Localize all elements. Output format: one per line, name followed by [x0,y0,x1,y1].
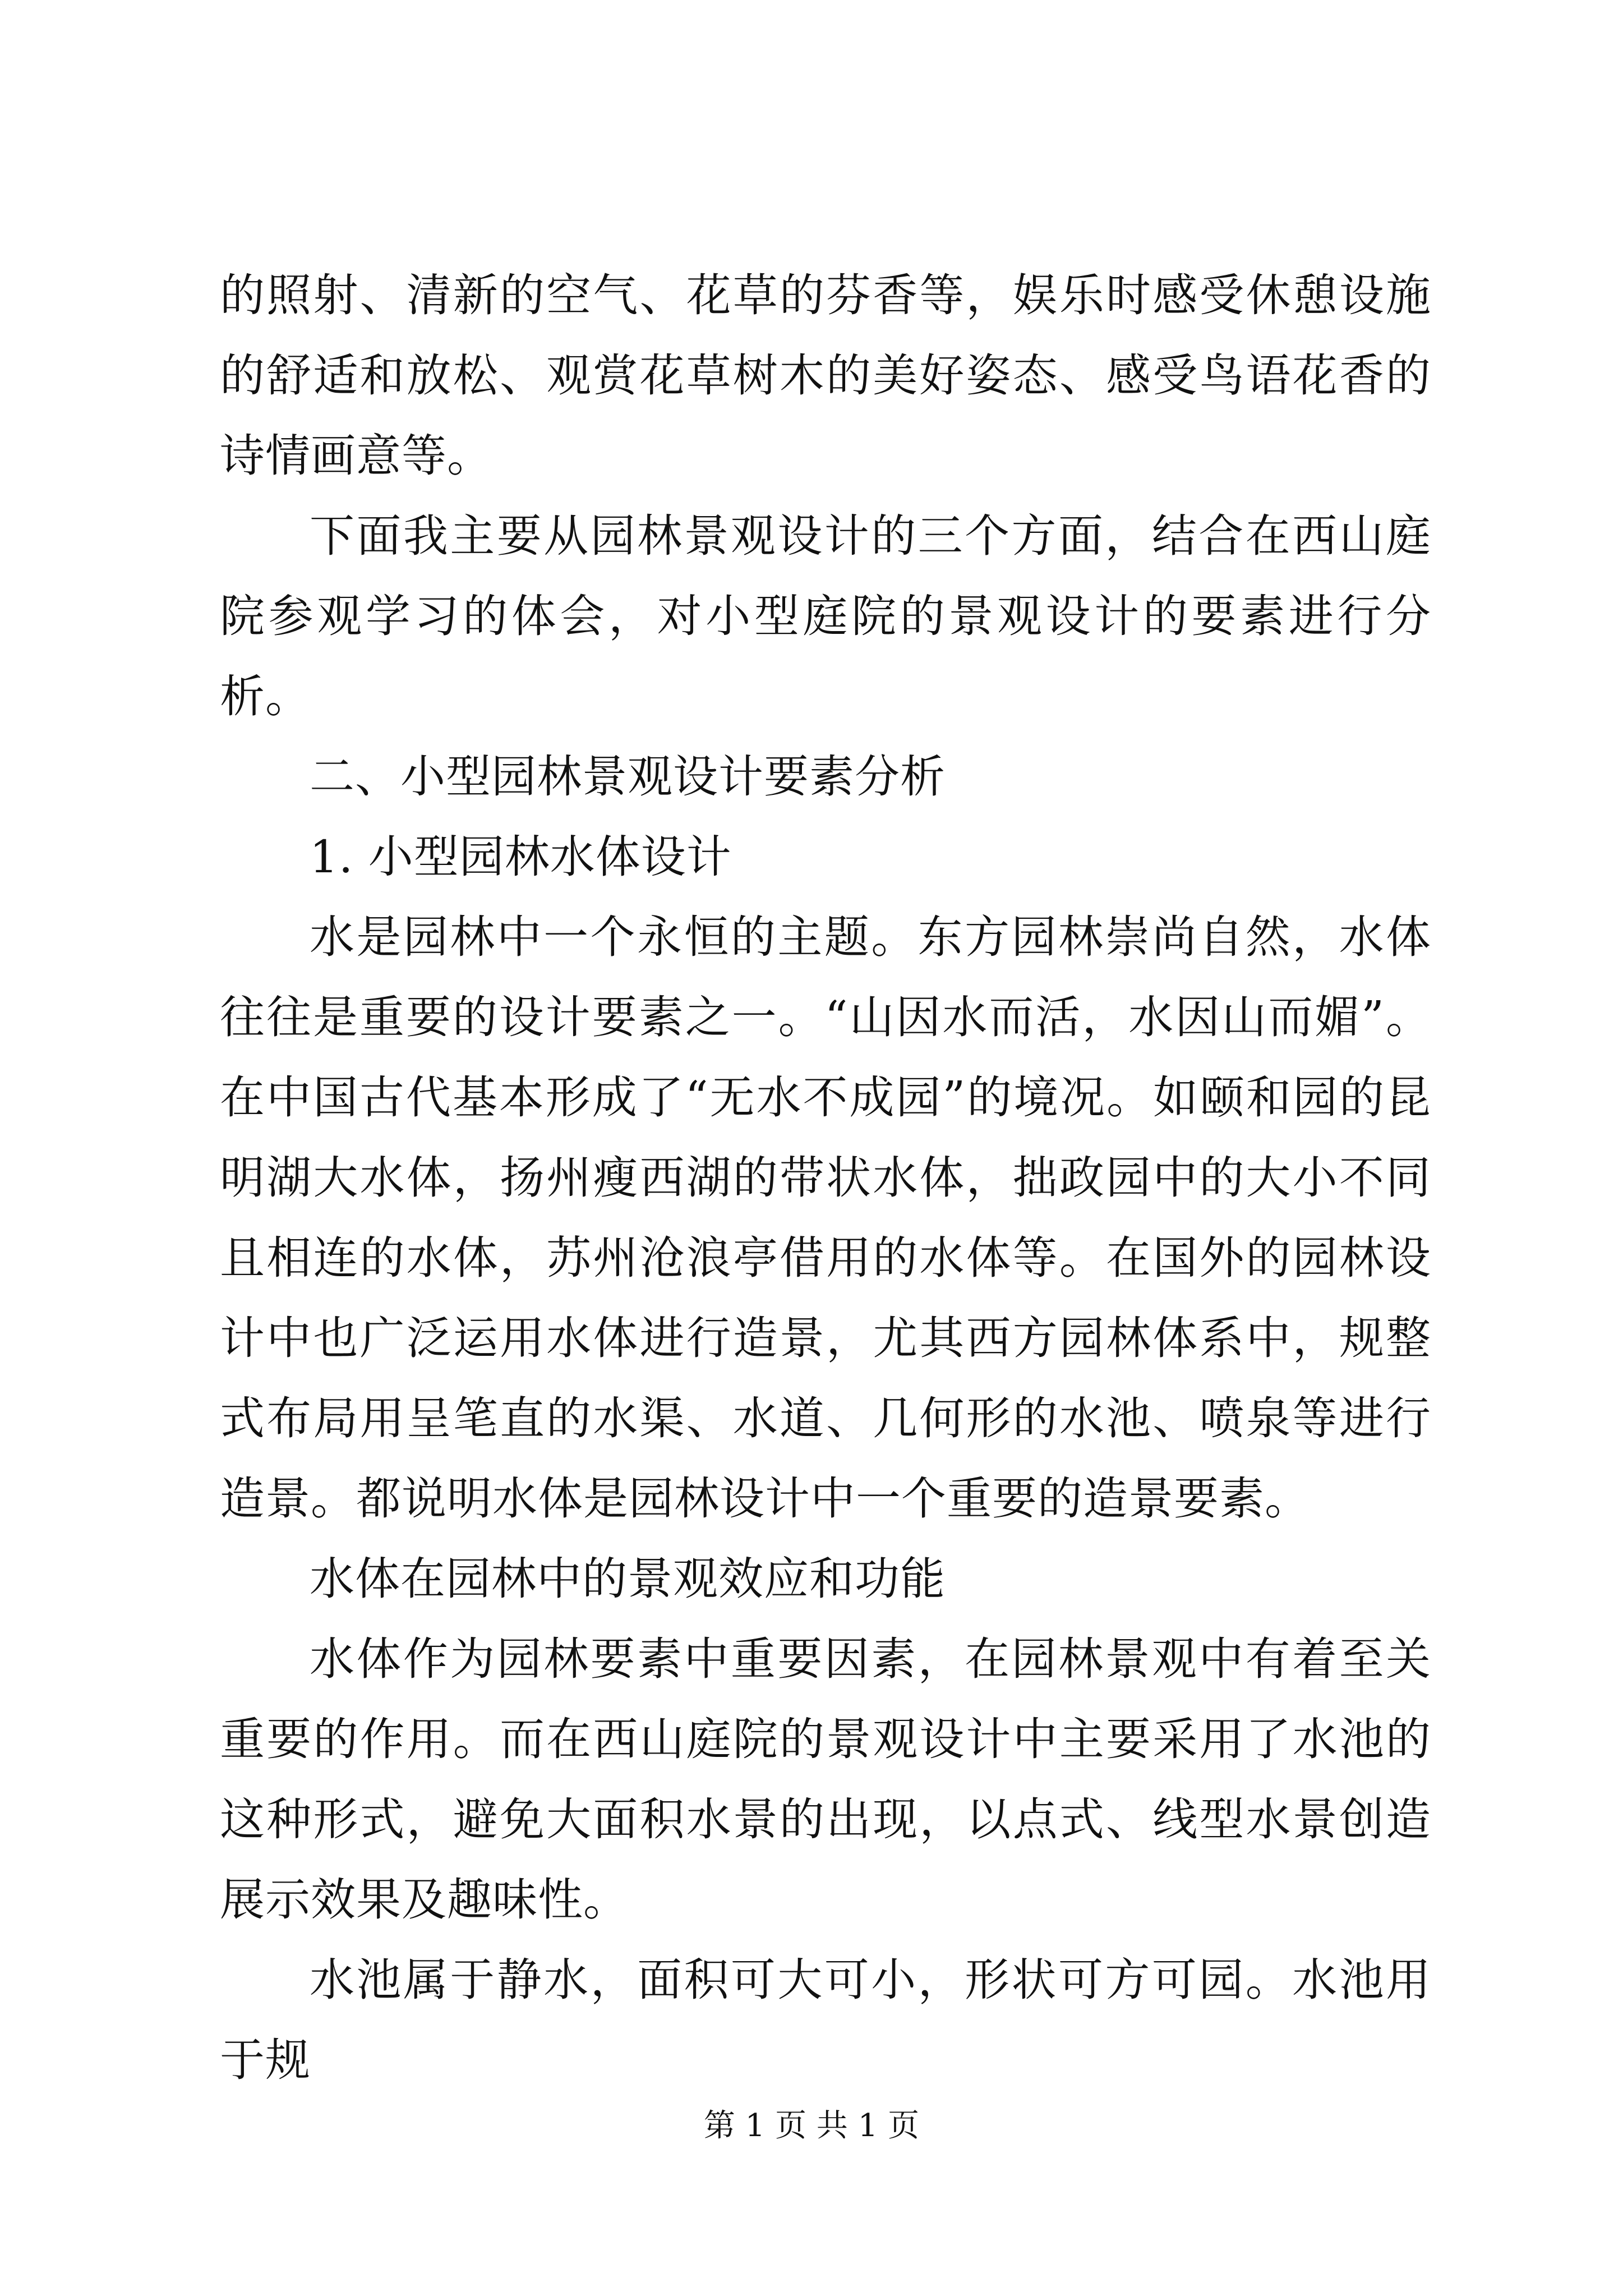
paragraph-water-theme: 水是园林中一个永恒的主题。东方园林崇尚自然，水体往往是重要的设计要素之一。“山因水而活，水因山而媚”。在中国古代基本形成了“无水不成园”的境况。如颐和园的昆明湖大水体，扬州瘦西湖的带状水体，拙政园中的大小不同且相连的水体，苏州沧浪亭借用的水体等。在国外的园林设计中也广泛运用水体进行造景，尤其西方园林体系中，规整式布局用呈笔直的水渠、水道、几何形的水池、喷泉等进行造景。都说明水体是园林设计中一个重要的造景要素。 [220,911,1431,1525]
paragraph-water-role: 水体作为园林要素中重要因素，在园林景观中有着至关重要的作用。而在西山庭院的景观设计中主要采用了水池的这种形式，避免大面积水景的出现，以点式、线型水景创造展示效果及趣味性。 [220,1633,1431,1926]
page-number-label: 第 1 页 共 1 页 [703,2108,920,2144]
subsection-heading-water-design: 1. 小型园林水体设计 [310,831,732,883]
paragraph-continued: 的照射、清新的空气、花草的芬香等，娱乐时感受休憩设施的舒适和放松、观赏花草树木的美好姿态、感受鸟语花香的诗情画意等。 [220,269,1431,482]
paragraph-pond: 水池属于静水，面积可大可小，形状可方可园。水池用于规 [220,1954,1431,2086]
document-body [220,255,1431,2100]
paragraph-intro: 下面我主要从园林景观设计的三个方面，结合在西山庭院参观学习的体会，对小型庭院的景观设计的要素进行分析。 [220,510,1431,723]
page-footer [0,2106,1623,2146]
subheading-water-effect: 水体在园林中的景观效应和功能 [310,1553,946,1605]
section-heading-2: 二、小型园林景观设计要素分析 [310,751,946,803]
